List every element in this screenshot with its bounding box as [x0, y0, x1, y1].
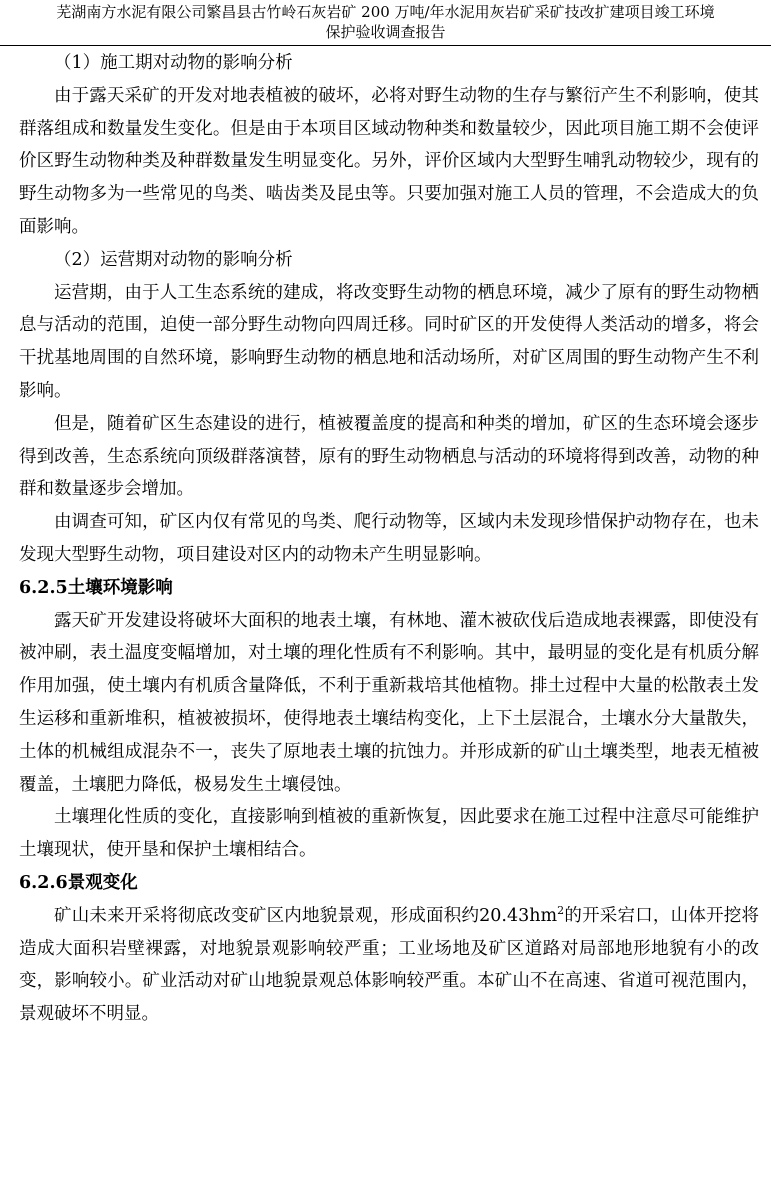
paragraph-operation-impact: 运营期，由于人工生态系统的建成，将改变野生动物的栖息环境，减少了原有的野生动物栖息与活动的范围，迫使一部分野生动物向四周迁移。同时矿区的开发使得人类活动的增多，将会干扰基地周围的自然环境，影响野生动物的栖息地和活动场所，对矿区周围的野生动物产生不利影响。	[19, 282, 759, 401]
superscript-exponent: 2	[557, 903, 565, 917]
section-heading-landscape: 6.2.6景观变化	[19, 872, 138, 893]
section-heading-soil: 6.2.5土壤环境影响	[19, 577, 173, 598]
paragraph-construction-impact: 由于露天采矿的开发对地表植被的破坏，必将对野生动物的生存与繁衍产生不利影响，使其群落组成和数量发生变化。但是由于本项目区域动物种类和数量较少，因此项目施工期不会使评价区野生动物种类及种群数量发生明显变化。另外，评价区域内大型野生哺乳动物较少，现有的野生动物多为一些常见的鸟类、啮齿类及昆虫等。只要加强对施工人员的管理，不会造成大的负面影响。	[19, 85, 759, 237]
header-title-line1: 芜湖南方水泥有限公司繁昌县古竹岭石灰岩矿 200 万吨/年水泥用灰岩矿采矿技改扩建项目竣工环境	[56, 3, 715, 21]
landscape-text-part2: 的开采宕口，山体开挖将造成大面积岩壁裸露，对地貌景观影响较严重；工业场地及矿区道路对局部地形地貌有小的改变，影响较小。矿业活动对矿山地貌景观总体影响较严重。本矿山不在高速、省道可视范围内，景观破坏不明显。	[19, 905, 760, 1025]
paragraph-soil-protection: 土壤理化性质的变化，直接影响到植被的重新恢复，因此要求在施工过程中注意尽可能维护土壤现状，使开垦和保护土壤相结合。	[19, 807, 759, 861]
subsection-heading-operation: （2）运营期对动物的影响分析	[54, 249, 293, 270]
header-title-line2: 保护验收调查报告	[325, 23, 446, 41]
paragraph-soil-impact: 露天矿开发建设将破坏大面积的地表土壤，有林地、灌木被砍伐后造成地表裸露，即使没有被冲刷，表土温度变幅增加，对土壤的理化性质有不利影响。其中，最明显的变化是有机质分解作用加强，使土壤内有机质含量降低，不利于重新栽培其他植物。排土过程中大量的松散表土发生运移和重新堆积，植被被损坏，使得地表土壤结构变化，上下土层混合，土壤水分大量散失，土体的机械组成混杂不一，丧失了原地表土壤的抗蚀力。并形成新的矿山土壤类型，地表无植被覆盖，土壤肥力降低，极易发生土壤侵蚀。	[19, 610, 759, 795]
paragraph-ecological-recovery: 但是，随着矿区生态建设的进行，植被覆盖度的提高和种类的增加，矿区的生态环境会逐步得到改善，生态系统向顶级群落演替，原有的野生动物栖息与活动的环境将得到改善，动物的种群和数量逐步会增加。	[19, 413, 759, 500]
header-divider	[0, 45, 771, 46]
landscape-text-part1: 矿山未来开采将彻底改变矿区内地貌景观，形成面积约20.43hm	[54, 905, 558, 926]
paragraph-survey-result: 由调查可知，矿区内仅有常见的鸟类、爬行动物等，区域内未发现珍惜保护动物存在，也未发现大型野生动物，项目建设对区内的动物未产生明显影响。	[19, 512, 759, 565]
paragraph-landscape-change	[19, 900, 759, 1031]
page-header	[0, 0, 771, 42]
document-body	[19, 47, 759, 1031]
subsection-heading-construction: （1）施工期对动物的影响分析	[54, 53, 293, 73]
